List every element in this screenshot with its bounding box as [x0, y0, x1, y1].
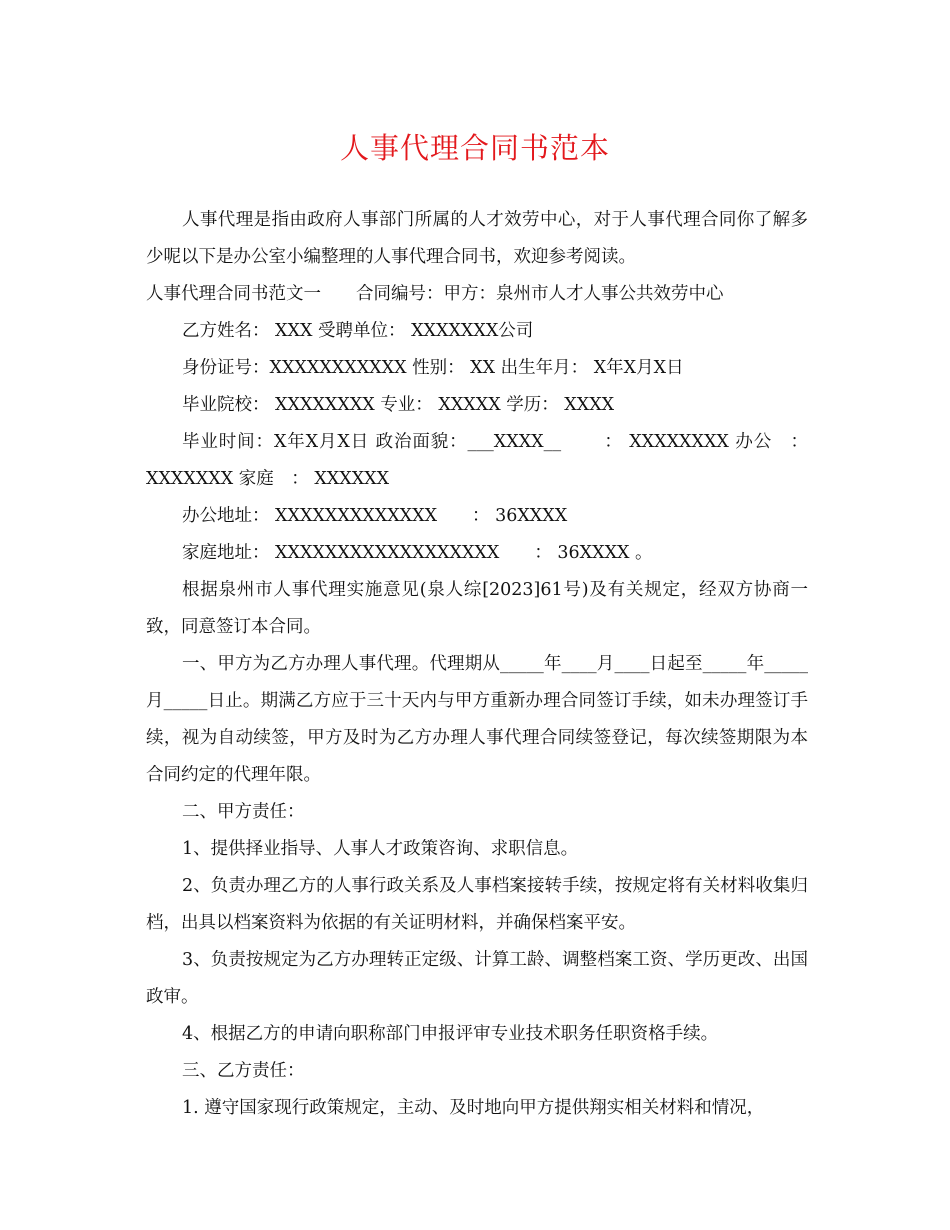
document-title: 人事代理合同书范本	[339, 131, 610, 165]
party-a-item-3: 3、负责按规定为乙方办理转正定级、计算工龄、调整档案工资、学历更改、出国政审。	[146, 950, 808, 1007]
party-b-name-line: 乙方姓名： XXX 受聘单位： XXXXXXX公司	[182, 321, 534, 341]
party-a-item-4: 4、根据乙方的申请向职称部门申报评审专业技术职务任职资格手续。	[182, 1024, 719, 1044]
section-heading-party-b: 三、乙方责任：	[182, 1061, 305, 1081]
basis-paragraph: 根据泉州市人事代理实施意见(泉人综[2023]61号)及有关规定，经双方协商一致，同意签订本合同。	[146, 580, 808, 637]
clause-1-paragraph: 一、甲方为乙方办理人事代理。代理期从_____年____月____日起至_____年_____月_____日止。期满乙方应于三十天内与甲方重新办理合同签订手续，如未办理签订手续，视为自动续签，甲方及时为乙方办理人事代理合同续签登记，每次续签期限为本合同约定的代理年限。	[146, 654, 808, 785]
document-body	[146, 202, 808, 1127]
graduation-line: 毕业时间：X年X月X日 政治面貌：___XXXX__ ： XXXXXXXX 办公 ： XXXXXXX 家庭 ： XXXXXX	[146, 432, 808, 489]
party-b-item-1: 1. 遵守国家现行政策规定，主动、及时地向甲方提供翔实相关材料和情况，	[182, 1098, 765, 1118]
office-address-line: 办公地址： XXXXXXXXXXXXX ： 36XXXX	[182, 506, 568, 526]
school-line: 毕业院校： XXXXXXXX 专业： XXXXX 学历： XXXX	[182, 395, 615, 415]
section-heading-party-a: 二、甲方责任：	[182, 802, 305, 822]
contract-header-line: 人事代理合同书范文一 合同编号：甲方：泉州市人才人事公共效劳中心	[146, 284, 724, 304]
party-a-item-2: 2、负责办理乙方的人事行政关系及人事档案接转手续，按规定将有关材料收集归档，出具以档案资料为依据的有关证明材料，并确保档案平安。	[146, 876, 808, 933]
intro-paragraph: 人事代理是指由政府人事部门所属的人才效劳中心，对于人事代理合同你了解多少呢以下是办公室小编整理的人事代理合同书，欢迎参考阅读。	[146, 210, 808, 267]
home-address-line: 家庭地址： XXXXXXXXXXXXXXXXXX ： 36XXXX 。	[182, 543, 653, 563]
party-a-item-1: 1、提供择业指导、人事人才政策咨询、求职信息。	[182, 839, 579, 859]
id-number-line: 身份证号：XXXXXXXXXXX 性别： XX 出生年月： X年X月X日	[182, 358, 684, 378]
